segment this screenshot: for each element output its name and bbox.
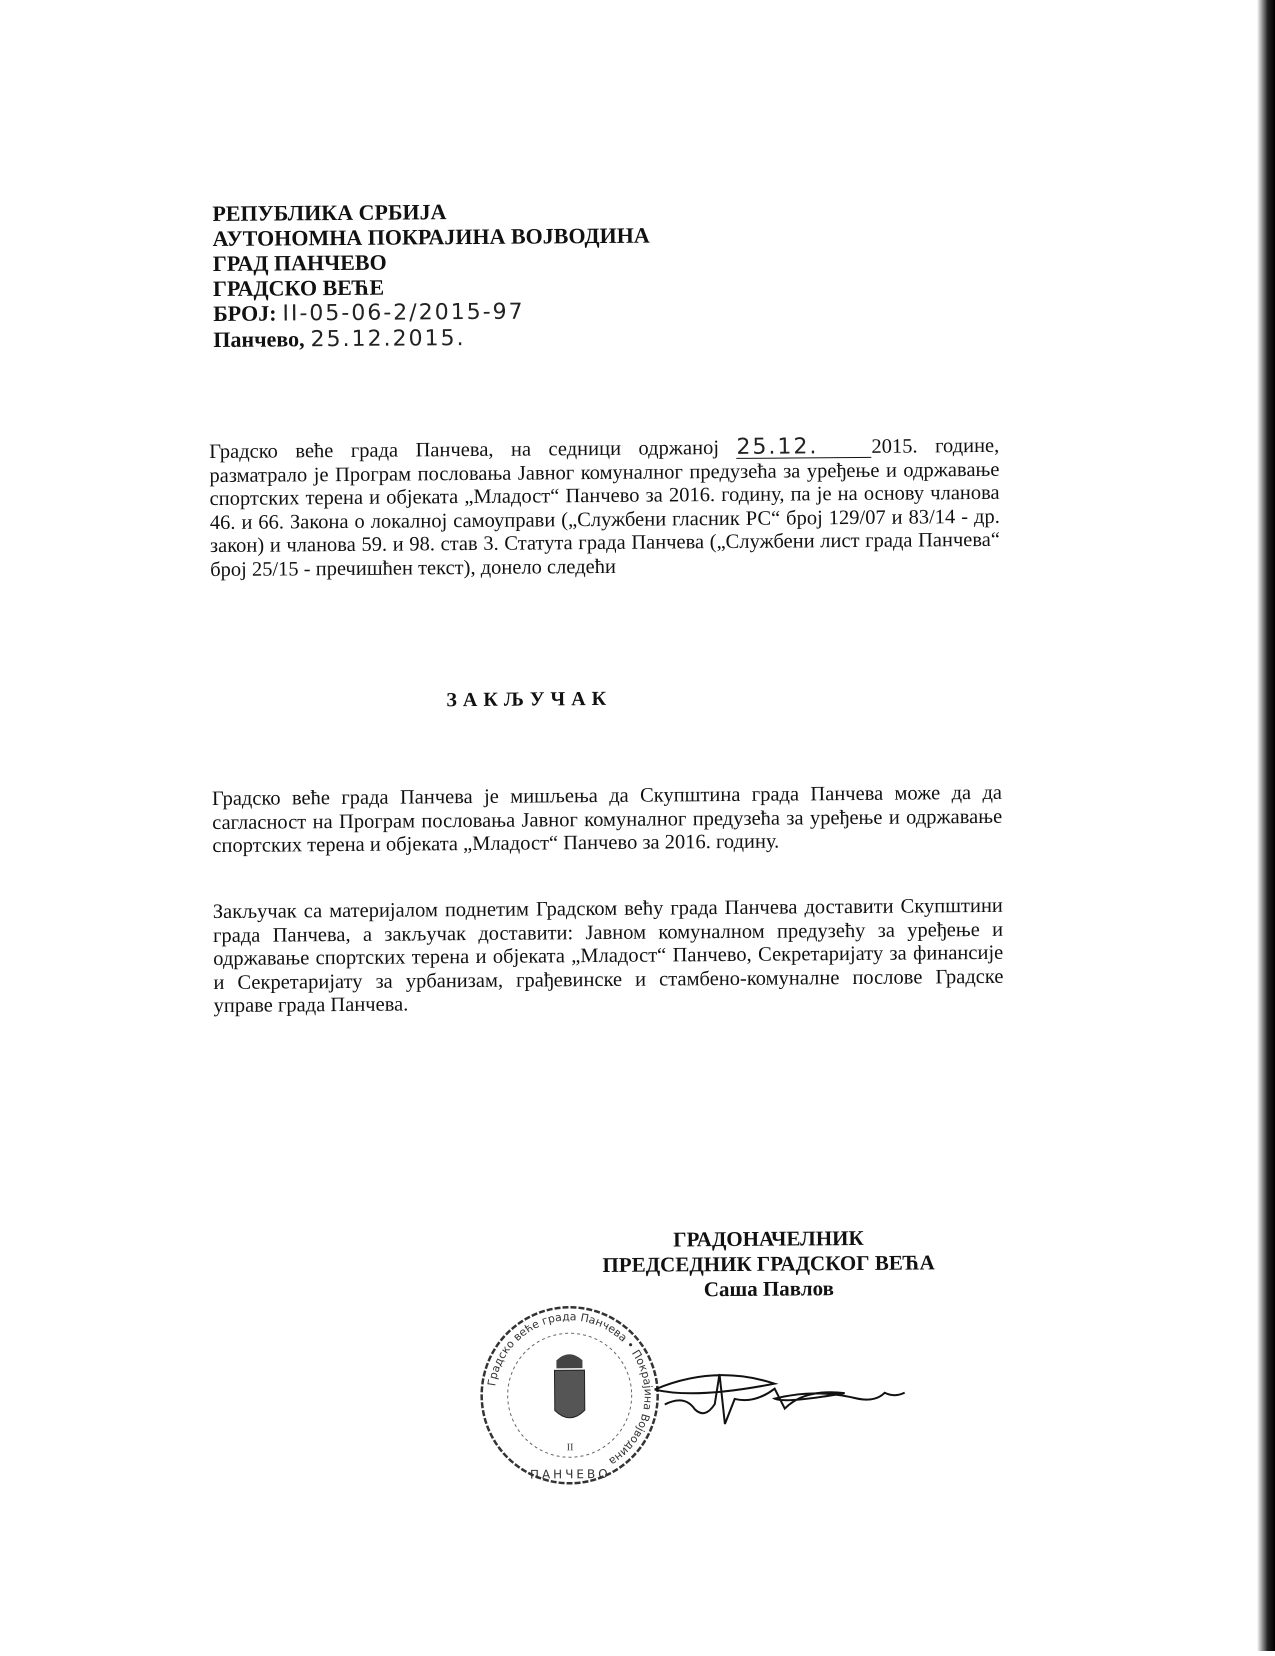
date-value: 25.12.2015.	[310, 326, 466, 353]
number-value: II-05-06-2/2015-97	[282, 299, 525, 327]
svg-text:Градско веће града Панчева • П: Градско веће града Панчева • Покрајина Војводина	[485, 1310, 655, 1469]
scan-edge	[1257, 0, 1275, 1651]
session-date: 25.12.	[736, 434, 819, 460]
svg-text:II: II	[566, 1442, 574, 1454]
place-label: Панчево,	[213, 326, 305, 353]
document-number	[213, 298, 650, 327]
document-title: ЗАКЉУЧАК	[446, 687, 613, 712]
signature-block	[558, 1225, 979, 1303]
conclusion-paragraph-1: Градско веће града Панчева је мишљења да Скупштина града Панчева може да да сагласност на Програм пословања Јавног комуналног предузећа за уређење и одржавање спортских терена и објеката „Младост“ Панчево за 2016. годину.	[211, 781, 1003, 858]
header-republic: РЕПУБЛИКА СРБИЈА	[212, 199, 447, 227]
header-province: АУТОНОМНА ПОКРАЈИНА ВОЈВОДИНА	[212, 222, 650, 252]
svg-text:ПАНЧЕВО: ПАНЧЕВО	[529, 1466, 611, 1482]
conclusion-paragraph-2: Закључак са материјалом поднетим Градском већу града Панчева доставити Скупштини града Панчева, а закључак доставити: Јавном комуналном предузећу за уређење и одржавање спортских терена и објеката „Младост“ Панчево, Секретаријату за финансије и Секретаријату за урбанизам, грађевинске и стамбено-комуналне послове Градске управе града Панчева.	[212, 894, 1004, 1018]
intro-text-1: Градско веће града Панчева, на седници одржаној	[209, 437, 720, 464]
session-date-field	[736, 434, 871, 460]
signer-name: Саша Павлов	[703, 1276, 835, 1302]
signer-role-president: ПРЕДСЕДНИК ГРАДСКОГ ВЕЋА	[602, 1250, 935, 1277]
document-date	[213, 324, 650, 353]
intro-text-2: 2015. године, разматрало је Програм пословања Јавног комуналног предузећа за уређење и одржавање спортских терена и објеката „Младост“ Панчево за 2016. годину, па је на основу чланова 46. и 66. Закона о локалној самоуправи („Службени гласник РС“ број 129/07 и 83/14 - др. закон) и чланова 59. и 98. став 3. Статута града Панчева („Службени лист града Панчева“ број 25/15 - пречишћен текст), донело следећи	[209, 434, 1001, 581]
signer-role-mayor: ГРАДОНАЧЕЛНИК	[673, 1225, 864, 1252]
handwritten-signature-icon	[644, 1367, 945, 1439]
header-council: ГРАДСКО ВЕЋЕ	[212, 274, 385, 302]
official-stamp-icon	[474, 1300, 665, 1491]
header-city: ГРАД ПАНЧЕВО	[212, 249, 387, 277]
intro-paragraph	[209, 435, 1000, 582]
number-label: БРОЈ:	[213, 300, 277, 327]
document-header	[212, 198, 650, 353]
